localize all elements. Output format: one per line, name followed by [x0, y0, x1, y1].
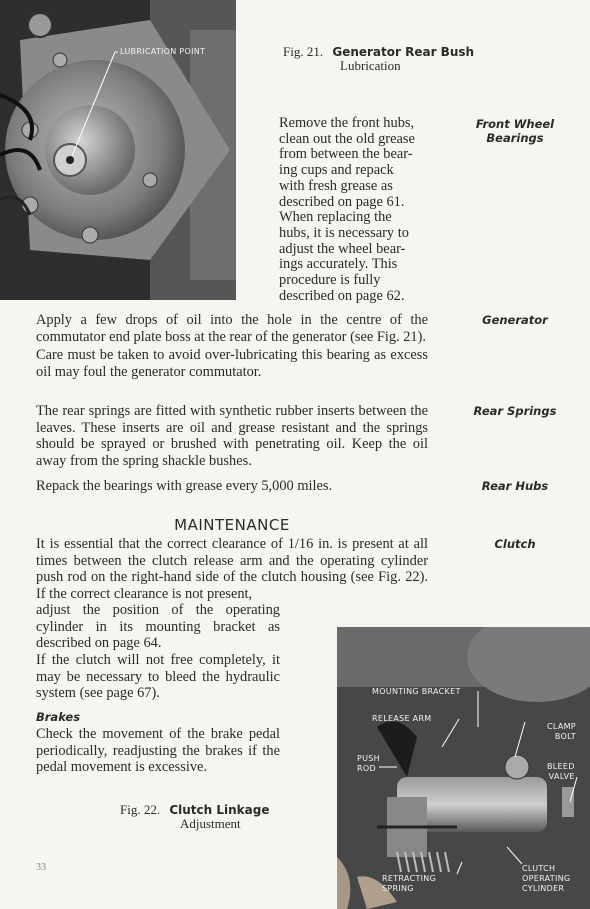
generator-photo — [0, 0, 236, 300]
clutch-text-wide: It is essential that the correct clearance of 1/16 in. is present at all times between the clutch release arm and the operating cylinder push rod on the right-hand side of the clutch housing (see Fig. 22). If the correct clearance is not present, — [36, 536, 428, 602]
clutch-cylinder-label-line1: CLUTCH — [522, 864, 556, 873]
generator-sidehead: Generator — [482, 313, 548, 327]
generator-section — [36, 312, 428, 380]
retracting-spring-label — [382, 874, 436, 894]
brakes-heading: Brakes — [36, 710, 81, 724]
clutch-sidehead: Clutch — [494, 537, 536, 551]
clutch-bleed-text: If the clutch will not free completely, it may be necessary to bleed the hydraulic system (see page 67). — [36, 652, 280, 701]
retracting-spring-label-line2: SPRING — [382, 884, 414, 893]
rear-springs-sidehead: Rear Springs — [473, 404, 557, 418]
fig21-title-line1: Generator Rear Bush — [332, 45, 475, 59]
fw-line: Remove the front hubs, — [279, 115, 415, 131]
mounting-bracket-label: MOUNTING BRACKET — [372, 687, 461, 696]
fw-line: described on page 62. — [279, 287, 405, 304]
front-wheel-sidehead — [440, 117, 590, 145]
fw-line: procedure is fully — [279, 272, 381, 289]
brakes-text: Check the movement of the brake pedal periodically, readjusting the brakes if the pedal movement is excessive. — [36, 726, 280, 775]
push-rod-label-line2: ROD — [357, 764, 376, 773]
maintenance-heading: MAINTENANCE — [174, 516, 290, 534]
fw-line: clean out the old grease — [279, 130, 415, 147]
fw-line: hubs, it is necessary to — [279, 224, 409, 241]
front-wheel-text — [279, 116, 427, 304]
front-wheel-side-line1: Front Wheel — [475, 117, 555, 131]
fig21-title-line2: Lubrication — [340, 58, 401, 73]
release-arm-label: RELEASE ARM — [372, 714, 432, 723]
clamp-bolt-label-line1: CLAMP — [547, 722, 576, 731]
fw-line: with fresh grease as — [279, 177, 393, 194]
bleed-valve-label-line2: VALVE — [548, 772, 575, 781]
clamp-bolt-label-line2: BOLT — [554, 732, 576, 741]
rear-hubs-sidehead: Rear Hubs — [481, 479, 549, 493]
fw-line: from between the bear- — [279, 146, 413, 163]
fw-line: ings accurately. This — [279, 256, 398, 273]
clutch-cylinder-label — [522, 864, 570, 894]
clutch-text-narrow: adjust the position of the operating cylinder in its mounting bracket as described on page 64. — [36, 602, 280, 651]
rear-springs-text: The rear springs are fitted with synthetic rubber inserts between the leaves. These inserts are oil and grease resistant and the springs should be sprayed or brushed with penetrating oil. Keep the oil away from the spring shackle bushes. — [36, 403, 428, 469]
bleed-valve-label — [547, 762, 575, 782]
fig22-title-line1: Clutch Linkage — [169, 803, 270, 817]
front-wheel-side-line2: Bearings — [486, 131, 544, 145]
fig21-number: Fig. 21. — [283, 44, 324, 59]
rear-hubs-text: Repack the bearings with grease every 5,000 miles. — [36, 478, 333, 494]
generator-illustration — [0, 0, 236, 300]
fw-line: adjust the wheel bear- — [279, 240, 406, 257]
retracting-spring-label-line1: RETRACTING — [382, 874, 437, 883]
fw-line: ing cups and repack — [279, 162, 394, 179]
clutch-photo — [337, 627, 590, 909]
push-rod-label-line1: PUSH — [357, 754, 380, 763]
generator-para2: Care must be taken to avoid over-lubricating this bearing as excess oil may foul the generator commutator. — [36, 347, 428, 380]
fw-line: When replacing the — [279, 209, 392, 226]
clamp-bolt-label — [547, 722, 576, 742]
page-number: 33 — [36, 862, 46, 873]
push-rod-label — [357, 754, 380, 774]
clutch-cylinder-label-line2: OPERATING — [522, 874, 571, 883]
lubrication-point-label: LUBRICATION POINT — [120, 47, 206, 56]
clutch-cylinder-label-line3: CYLINDER — [522, 884, 565, 893]
fig22-title-line2: Adjustment — [180, 816, 241, 831]
fig22-number: Fig. 22. — [120, 802, 161, 817]
bleed-valve-label-line1: BLEED — [547, 762, 575, 771]
generator-para1: Apply a few drops of oil into the hole in the centre of the commutator end plate boss at the rear of the generator (see Fig. 21). — [36, 312, 428, 345]
fw-line: described on page 61. — [279, 193, 405, 210]
